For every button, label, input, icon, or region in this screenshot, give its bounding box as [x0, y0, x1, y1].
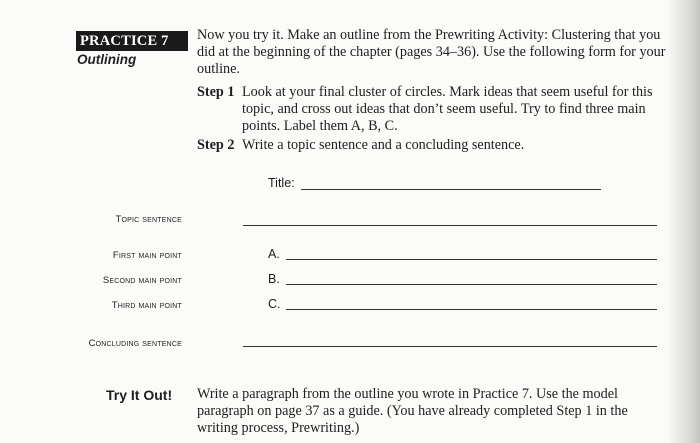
practice-subtitle: Outlining	[77, 52, 137, 67]
point-c-letter: C.	[268, 297, 281, 311]
practice-badge: PRACTICE 7	[76, 31, 188, 51]
page-edge-shadow	[666, 0, 700, 443]
title-blank-line[interactable]	[301, 189, 601, 190]
point-c-blank-line[interactable]	[286, 309, 657, 310]
step-2-label: Step 2	[197, 137, 235, 153]
step-1-label: Step 1	[197, 84, 235, 100]
try-it-out-heading: Try It Out!	[106, 387, 173, 403]
third-main-point-label: Third main point	[111, 300, 182, 311]
step-1-text: Look at your final cluster of circles. Mark ideas that seem useful for this topic, and cross out ideas that don’t seem useful. Try to find three main points. Label them A, B, C.	[242, 84, 653, 134]
topic-sentence-blank-line[interactable]	[243, 225, 657, 226]
first-main-point-label: First main point	[112, 250, 182, 261]
intro-paragraph: Now you try it. Make an outline from the Prewriting Activity: Clustering that you did at the beginning of the chapter (pages 34–36). Use the following form for your outline.	[197, 27, 666, 77]
step-2	[197, 137, 667, 157]
title-label: Title:	[268, 176, 295, 190]
point-b-blank-line[interactable]	[286, 284, 657, 285]
point-a-blank-line[interactable]	[286, 259, 657, 260]
step-1	[197, 84, 667, 144]
second-main-point-label: Second main point	[102, 275, 182, 286]
point-b-letter: B.	[268, 272, 280, 286]
point-a-letter: A.	[268, 247, 280, 261]
try-it-out-text: Write a paragraph from the outline you wrote in Practice 7. Use the model paragraph on page 37 as a guide. (You have already completed Step 1 in the writing process, Prewriting.)	[197, 386, 628, 436]
concluding-sentence-blank-line[interactable]	[243, 346, 657, 347]
concluding-sentence-label: Concluding sentence	[88, 338, 182, 349]
step-2-text: Write a topic sentence and a concluding sentence.	[242, 137, 525, 153]
topic-sentence-label: Topic sentence	[115, 214, 182, 225]
